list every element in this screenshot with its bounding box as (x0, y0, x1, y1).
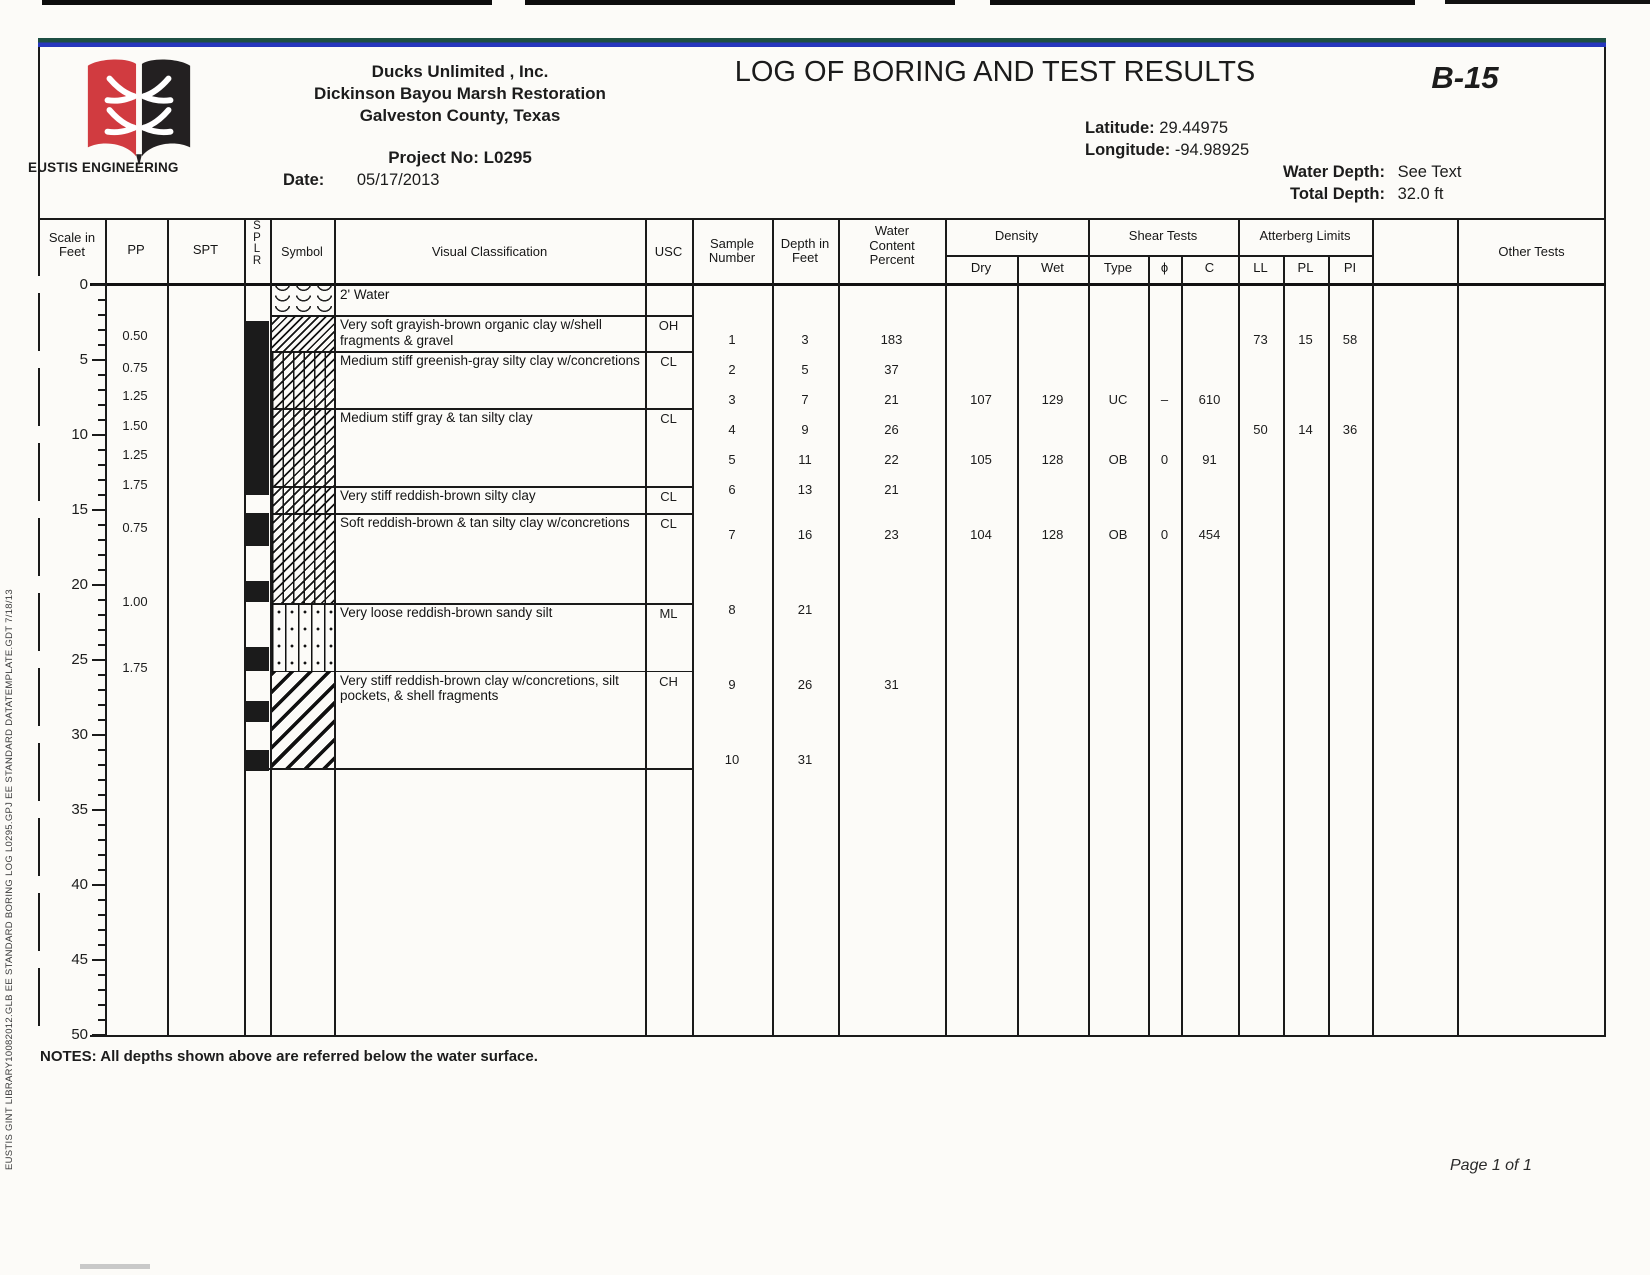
col-line (945, 218, 947, 1035)
date-label: Date: (283, 171, 325, 189)
scale-tick (98, 914, 105, 916)
page-number: Page 1 of 1 (1450, 1157, 1532, 1174)
stratum-boundary-line (244, 768, 692, 770)
scale-tick (98, 524, 105, 526)
stratum-symbol-ML (272, 603, 334, 671)
scale-tick (98, 779, 105, 781)
pp-value: 1.75 (122, 476, 148, 492)
sample-dry: 107 (970, 392, 992, 407)
sample-number: 10 (724, 752, 740, 767)
scale-tick (98, 449, 105, 451)
sample-phi: – (1160, 392, 1169, 407)
sample-type: OB (1108, 527, 1128, 542)
pp-value: 1.25 (122, 388, 148, 403)
col-line (645, 218, 647, 1035)
stratum-classification: Medium stiff greenish-gray silty clay w/concretions (340, 353, 640, 368)
pp-value: 0.75 (122, 359, 148, 375)
sample-depth: 21 (797, 602, 813, 617)
col-header-type: Type (1103, 260, 1133, 275)
boring-id: B-15 (1431, 60, 1499, 95)
logo-right-page (142, 60, 190, 157)
col-header-wet: Wet (1041, 260, 1064, 275)
scale-tick (98, 464, 105, 466)
pp-value: 1.75 (122, 659, 148, 675)
scale-tick (92, 1034, 105, 1036)
sample-type: OB (1108, 452, 1128, 467)
total-depth-row: Total Depth: 32.0 ft (1289, 185, 1444, 203)
scale-tick (98, 479, 105, 481)
scale-tick (92, 734, 105, 736)
sample-ll: 73 (1253, 332, 1268, 347)
stratum-symbol-water (272, 285, 334, 315)
sample-dry: 104 (970, 527, 992, 542)
col-header-pi: PI (1343, 260, 1357, 275)
stratum-symbol-CL (272, 408, 334, 486)
scale-tick (98, 569, 105, 571)
scale-tick (98, 854, 105, 856)
sample-number: 8 (728, 602, 736, 617)
col-header-depth: Depth in Feet (780, 236, 830, 265)
splr-bar-segment (246, 701, 269, 722)
scale-tick (98, 869, 105, 871)
scale-tick (98, 689, 105, 691)
subcol-line (1328, 255, 1330, 1035)
scale-label: 5 (38, 351, 90, 368)
stratum-classification: 2' Water (340, 287, 390, 302)
stratum-symbol-CH (272, 671, 334, 769)
sample-water-content: 23 (884, 527, 899, 542)
water-depth-row: Water Depth: See Text (1282, 163, 1462, 181)
project-name: Dickinson Bayou Marsh Restoration (314, 84, 606, 103)
sample-wet: 128 (1041, 452, 1064, 467)
date-row (283, 171, 439, 190)
scale-tick (98, 1004, 105, 1006)
scale-tick (98, 839, 105, 841)
col-header-atterberg: Atterberg Limits (1259, 228, 1351, 243)
col-header-phi: ϕ (1160, 260, 1169, 275)
date-value: 05/17/2013 (356, 171, 440, 189)
scale-label: 30 (38, 726, 90, 743)
subcol-line (1283, 255, 1285, 1035)
scale-tick (98, 494, 105, 496)
stratum-symbol-CL (272, 486, 334, 513)
sample-depth: 9 (801, 422, 809, 437)
stratum-symbol-CL (272, 513, 334, 603)
subcol-line (1181, 255, 1183, 1035)
scale-tick (98, 974, 105, 976)
sample-c: 454 (1198, 527, 1221, 542)
top-band (38, 38, 1606, 47)
col-header-water-content: Water Content Percent (869, 223, 915, 267)
scale-tick (98, 899, 105, 901)
scale-tick (98, 539, 105, 541)
scale-tick (92, 284, 105, 286)
scale-label: 10 (38, 426, 90, 443)
longitude-value: -94.98925 (1174, 141, 1250, 159)
longitude-row: Longitude: -94.98925 (1085, 141, 1250, 159)
scale-tick (92, 509, 105, 511)
sample-water-content: 22 (884, 452, 899, 467)
sample-phi: 0 (1160, 527, 1169, 542)
stratum-symbol-OH (272, 315, 334, 351)
col-line (1372, 218, 1374, 1035)
scale-tick (98, 719, 105, 721)
col-header-pl: PL (1297, 260, 1314, 275)
scale-tick (92, 959, 105, 961)
sample-wet: 129 (1041, 392, 1064, 407)
scan-artifact (42, 0, 492, 5)
col-line (1457, 218, 1459, 1035)
latitude-row: Latitude: 29.44975 (1085, 119, 1229, 137)
col-header-dry: Dry (970, 260, 992, 275)
scale-tick (98, 374, 105, 376)
scale-tick (92, 809, 105, 811)
stratum-classification: Very stiff reddish-brown silty clay (340, 488, 536, 503)
col-header-sample-number: Sample Number (708, 236, 756, 265)
group-divider (945, 255, 1088, 257)
sample-dry: 105 (970, 452, 992, 467)
stratum-classification: Very stiff reddish-brown clay w/concretions, silt pockets, & shell fragments (340, 672, 619, 703)
sample-depth: 11 (798, 452, 812, 467)
scale-tick (98, 629, 105, 631)
scale-label: 45 (38, 951, 90, 968)
scale-tick (98, 989, 105, 991)
col-header-splr: SPLR (252, 220, 262, 267)
scale-tick (98, 314, 105, 316)
scale-tick (98, 614, 105, 616)
scale-tick (92, 659, 105, 661)
scale-label: 25 (38, 651, 90, 668)
col-line (334, 218, 336, 1035)
col-header-density: Density (994, 228, 1039, 243)
sample-c: 91 (1202, 452, 1217, 467)
sample-number: 3 (728, 392, 736, 407)
stratum-classification: Very loose reddish-brown sandy silt (340, 605, 553, 620)
sample-pl: 14 (1298, 422, 1313, 437)
notes: NOTES: All depths shown above are referred below the water surface. (40, 1048, 538, 1065)
col-header-c: C (1204, 260, 1215, 275)
scale-tick (98, 644, 105, 646)
latitude-value: 29.44975 (1159, 119, 1229, 137)
col-header-scale: Scale in Feet (48, 230, 96, 259)
sample-water-content: 183 (880, 332, 903, 347)
company-name: EUSTIS ENGINEERING (28, 160, 179, 175)
scale-tick (98, 1019, 105, 1021)
subcol-line (1017, 255, 1019, 1035)
scale-label: 35 (38, 801, 90, 818)
splr-bar-segment (246, 581, 269, 602)
splr-bar-segment (246, 321, 269, 495)
sample-number: 5 (728, 452, 736, 467)
col-header-usc: USC (654, 244, 683, 259)
group-divider (1088, 255, 1238, 257)
scale-tick (98, 764, 105, 766)
stratum-usc: OH (658, 318, 679, 333)
sample-phi: 0 (1160, 452, 1169, 467)
scale-tick (92, 584, 105, 586)
scale-tick (98, 419, 105, 421)
stratum-classification: Medium stiff gray & tan silty clay (340, 410, 533, 425)
sample-pi: 58 (1342, 332, 1358, 347)
stratum-usc: CH (659, 673, 678, 689)
logo-left-page (88, 60, 136, 157)
frame-right (1604, 47, 1606, 1037)
project-number: Project No: L0295 (388, 148, 532, 167)
sidebar-file-info: EUSTIS GINT LIBRARY10082012.GLB EE STANDARD BORING LOG L0295.GPJ EE STANDARD DATATEMPLATE.GDT 7/18/13 (4, 589, 15, 1170)
col-header-pp: PP (127, 242, 145, 257)
sample-water-content: 21 (884, 392, 899, 407)
col-header-shear-tests: Shear Tests (1128, 228, 1198, 243)
splr-bar-segment (246, 647, 269, 671)
scale-label: 15 (38, 501, 90, 518)
col-header-other-tests: Other Tests (1498, 244, 1565, 259)
pp-value: 0.50 (122, 328, 148, 343)
scale-tick (98, 344, 105, 346)
pp-value: 1.25 (122, 446, 148, 462)
col-header-ll: LL (1253, 260, 1268, 275)
total-depth-value: 32.0 ft (1397, 185, 1444, 203)
stratum-symbol-CL (272, 351, 334, 408)
col-header-symbol: Symbol (281, 245, 323, 259)
scale-tick (98, 794, 105, 796)
scale-tick (98, 329, 105, 331)
sample-number: 9 (728, 677, 736, 692)
scan-artifact (80, 1264, 150, 1269)
scale-tick (98, 944, 105, 946)
project-location: Galveston County, Texas (359, 106, 561, 125)
client-name: Ducks Unlimited , Inc. (371, 62, 549, 81)
sample-depth: 7 (801, 392, 809, 407)
scale-tick (98, 674, 105, 676)
page-title: LOG OF BORING AND TEST RESULTS (734, 56, 1256, 88)
stratum-usc: CL (660, 354, 677, 369)
subcol-line (1148, 255, 1150, 1035)
col-header-spt: SPT (192, 242, 219, 257)
sample-depth: 13 (797, 482, 813, 497)
sample-c: 610 (1198, 392, 1221, 407)
scale-tick (98, 599, 105, 601)
sample-number: 4 (728, 422, 736, 437)
sample-number: 6 (728, 482, 736, 497)
stratum-usc: CL (660, 489, 677, 504)
sample-pi: 36 (1342, 422, 1358, 437)
sample-pl: 15 (1298, 332, 1313, 347)
scale-tick (98, 554, 105, 556)
stratum-usc: CL (660, 516, 677, 531)
splr-bar-segment (246, 750, 269, 771)
scale-tick (98, 299, 105, 301)
scale-label: 40 (38, 876, 90, 893)
sample-depth: 5 (801, 362, 809, 377)
scale-tick (98, 749, 105, 751)
stratum-classification: Very soft grayish-brown organic clay w/shell fragments & gravel (340, 317, 602, 348)
table-header-top (38, 218, 1606, 220)
sample-water-content: 26 (884, 422, 899, 437)
stratum-usc: ML (659, 606, 678, 621)
sample-wet: 128 (1041, 527, 1064, 542)
group-divider (1238, 255, 1372, 257)
stratum-usc: CL (660, 411, 677, 426)
scale-tick (98, 704, 105, 706)
stratum-classification: Soft reddish-brown & tan silty clay w/concretions (340, 515, 630, 530)
scan-artifact (1445, 0, 1650, 4)
eustis-logo (80, 56, 198, 168)
sample-depth: 3 (801, 332, 809, 347)
scale-tick (98, 929, 105, 931)
sample-number: 7 (728, 527, 736, 542)
scale-tick (92, 884, 105, 886)
col-line (167, 218, 169, 1035)
scale-tick (98, 389, 105, 391)
sample-number: 2 (728, 362, 736, 377)
col-header-visual-classification: Visual Classification (431, 244, 548, 259)
scan-artifact (990, 0, 1415, 5)
pp-value: 1.50 (122, 418, 148, 433)
scan-artifact (525, 0, 955, 5)
scale-tick (92, 434, 105, 436)
sample-water-content: 21 (884, 482, 899, 497)
scale-tick (98, 404, 105, 406)
scale-tick (98, 824, 105, 826)
sample-depth: 31 (797, 752, 813, 767)
water-depth-value: See Text (1397, 163, 1462, 181)
frame-bottom (38, 1035, 1606, 1037)
scale-label: 20 (38, 576, 90, 593)
col-line (1088, 218, 1090, 1035)
pp-value: 1.00 (122, 593, 148, 609)
scale-tick (92, 359, 105, 361)
splr-bar-segment (246, 513, 269, 546)
scale-label: 50 (38, 1026, 90, 1043)
sample-depth: 16 (797, 527, 813, 542)
pp-value: 0.75 (122, 520, 148, 535)
sample-ll: 50 (1253, 422, 1268, 437)
sample-depth: 26 (797, 677, 813, 692)
sample-type: UC (1108, 392, 1128, 407)
sample-water-content: 31 (884, 677, 899, 692)
scale-label: 0 (38, 276, 90, 293)
sample-water-content: 37 (884, 362, 899, 377)
sample-number: 1 (728, 332, 736, 347)
